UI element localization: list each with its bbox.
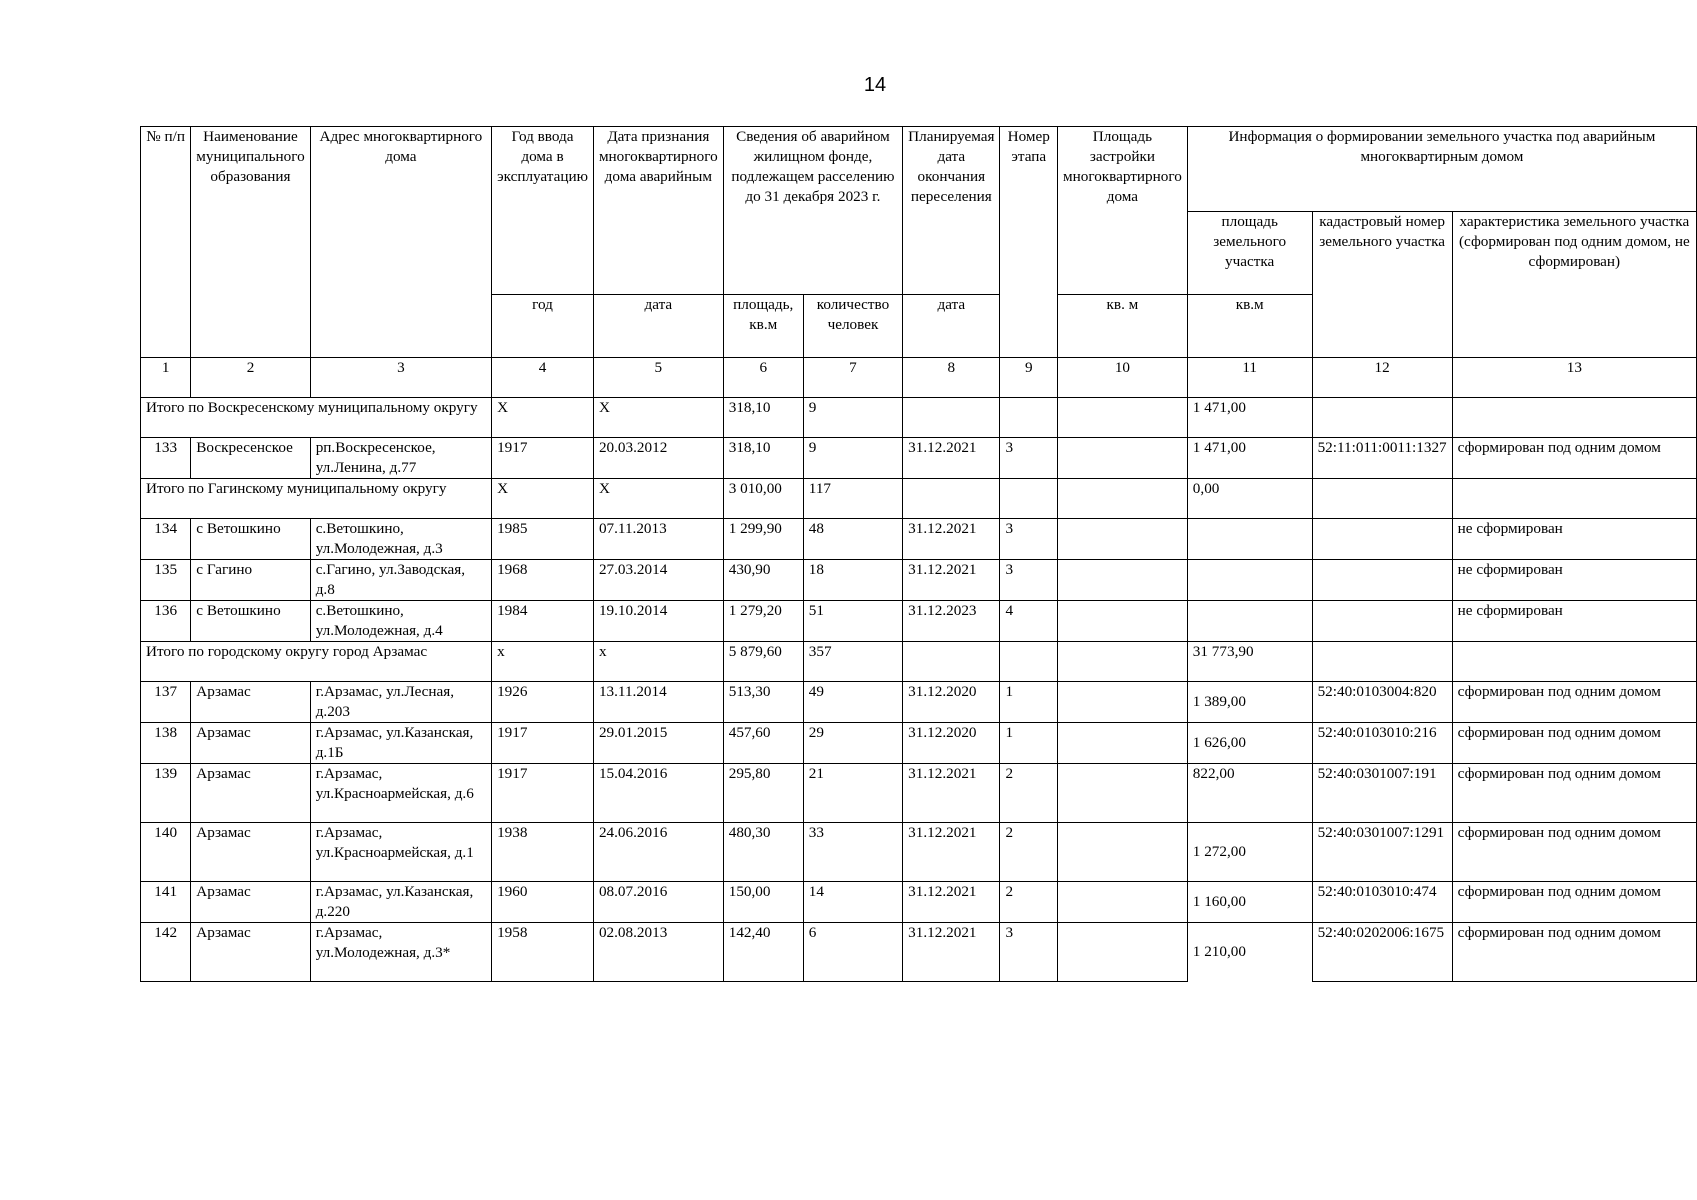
column-number: 7: [803, 358, 902, 398]
land-area: [1187, 560, 1312, 601]
address: с.Ветошкино, ул.Молодежная, д.4: [310, 601, 491, 642]
recognition-date: X: [593, 398, 723, 438]
land-area: [1187, 601, 1312, 642]
year: х: [492, 642, 594, 682]
stage: 2: [1000, 823, 1058, 882]
building-area: [1058, 882, 1188, 923]
land-status: сформирован под одним домом: [1452, 682, 1696, 723]
table-row: [141, 882, 1697, 923]
area: 513,30: [723, 682, 803, 723]
header-address: Адрес многоквартирного дома: [310, 127, 491, 358]
land-status: сформирован под одним домом: [1452, 438, 1696, 479]
column-number: 9: [1000, 358, 1058, 398]
land-status: сформирован под одним домом: [1452, 923, 1696, 982]
address: г.Арзамас, ул.Казанская, д.220: [310, 882, 491, 923]
area: 457,60: [723, 723, 803, 764]
planned-date: 31.12.2021: [903, 882, 1000, 923]
unit-date: дата: [593, 295, 723, 358]
land-status: сформирован под одним домом: [1452, 764, 1696, 823]
table-row: [141, 823, 1697, 882]
recognition-date: 29.01.2015: [593, 723, 723, 764]
recognition-date: 20.03.2012: [593, 438, 723, 479]
land-status: не сформирован: [1452, 601, 1696, 642]
recognition-date: 07.11.2013: [593, 519, 723, 560]
column-number: 8: [903, 358, 1000, 398]
planned-date: 31.12.2021: [903, 438, 1000, 479]
cadastral-number: [1312, 642, 1452, 682]
header-year: Год ввода дома в эксплуатацию: [492, 127, 594, 295]
area: 1 299,90: [723, 519, 803, 560]
land-status: [1452, 642, 1696, 682]
people-count: 48: [803, 519, 902, 560]
planned-date: 31.12.2021: [903, 560, 1000, 601]
people-count: 6: [803, 923, 902, 982]
header-number: № п/п: [141, 127, 191, 358]
recognition-date: х: [593, 642, 723, 682]
stage: 1: [1000, 682, 1058, 723]
subtotal-row: [141, 398, 1697, 438]
people-count: 51: [803, 601, 902, 642]
header-land-status: характеристика земельного участка (сформирован под одним домом, не сформирован): [1452, 212, 1696, 358]
land-status: не сформирован: [1452, 560, 1696, 601]
cadastral-number: 52:40:0301007:1291: [1312, 823, 1452, 882]
row-number: 142: [141, 923, 191, 982]
building-area: [1058, 601, 1188, 642]
year: 1926: [492, 682, 594, 723]
unit-year: год: [492, 295, 594, 358]
address: г.Арзамас, ул.Красноармейская, д.6: [310, 764, 491, 823]
area: 480,30: [723, 823, 803, 882]
cadastral-number: [1312, 601, 1452, 642]
building-area: [1058, 682, 1188, 723]
row-number: 139: [141, 764, 191, 823]
stage: [1000, 479, 1058, 519]
stage: [1000, 398, 1058, 438]
header-recognition-date: Дата признания многоквартирного дома аварийным: [593, 127, 723, 295]
planned-date: 31.12.2021: [903, 923, 1000, 982]
year: 1917: [492, 723, 594, 764]
column-number: 5: [593, 358, 723, 398]
land-area: 1 471,00: [1187, 398, 1312, 438]
land-area: 0,00: [1187, 479, 1312, 519]
stage: 3: [1000, 519, 1058, 560]
cadastral-number: 52:40:0103004:820: [1312, 682, 1452, 723]
cadastral-number: 52:40:0103010:474: [1312, 882, 1452, 923]
planned-date: 31.12.2021: [903, 764, 1000, 823]
year: 1958: [492, 923, 594, 982]
subtotal-row: [141, 642, 1697, 682]
land-area: 1 626,00: [1187, 723, 1312, 764]
unit-building-area: кв. м: [1058, 295, 1188, 358]
table-row: [141, 601, 1697, 642]
column-number: 10: [1058, 358, 1188, 398]
year: 1984: [492, 601, 594, 642]
year: 1985: [492, 519, 594, 560]
planned-date: [903, 398, 1000, 438]
column-number: 3: [310, 358, 491, 398]
page-number: 14: [863, 74, 887, 96]
emergency-housing-table: [140, 126, 1697, 982]
municipality: с Ветошкино: [191, 601, 310, 642]
municipality: с Гагино: [191, 560, 310, 601]
area: 5 879,60: [723, 642, 803, 682]
cadastral-number: 52:40:0301007:191: [1312, 764, 1452, 823]
stage: 3: [1000, 923, 1058, 982]
header-municipality: Наименование муниципального образования: [191, 127, 310, 358]
unit-area: площадь, кв.м: [723, 295, 803, 358]
cadastral-number: [1312, 479, 1452, 519]
table-row: [141, 438, 1697, 479]
year: 1960: [492, 882, 594, 923]
cadastral-number: 52:40:0202006:1675: [1312, 923, 1452, 982]
cadastral-number: 52:40:0103010:216: [1312, 723, 1452, 764]
year: X: [492, 398, 594, 438]
recognition-date: 27.03.2014: [593, 560, 723, 601]
address: с.Ветошкино, ул.Молодежная, д.3: [310, 519, 491, 560]
land-area: 31 773,90: [1187, 642, 1312, 682]
header-building-area: Площадь застройки многоквартирного дома: [1058, 127, 1188, 295]
year: 1917: [492, 764, 594, 823]
row-number: 137: [141, 682, 191, 723]
area: 295,80: [723, 764, 803, 823]
municipality: Арзамас: [191, 682, 310, 723]
row-number: 136: [141, 601, 191, 642]
year: 1917: [492, 438, 594, 479]
building-area: [1058, 438, 1188, 479]
building-area: [1058, 923, 1188, 982]
people-count: 33: [803, 823, 902, 882]
building-area: [1058, 723, 1188, 764]
row-number: 133: [141, 438, 191, 479]
subtotal-row: [141, 479, 1697, 519]
recognition-date: 13.11.2014: [593, 682, 723, 723]
land-area: 1 389,00: [1187, 682, 1312, 723]
unit-planned-date: дата: [903, 295, 1000, 358]
land-area: [1187, 519, 1312, 560]
building-area: [1058, 479, 1188, 519]
column-number: 2: [191, 358, 310, 398]
cadastral-number: [1312, 519, 1452, 560]
people-count: 14: [803, 882, 902, 923]
people-count: 21: [803, 764, 902, 823]
header-land-area: площадь земельного участка: [1187, 212, 1312, 295]
people-count: 117: [803, 479, 902, 519]
land-area: 1 272,00: [1187, 823, 1312, 882]
planned-date: 31.12.2021: [903, 823, 1000, 882]
row-number: 135: [141, 560, 191, 601]
land-status: [1452, 479, 1696, 519]
recognition-date: 15.04.2016: [593, 764, 723, 823]
address: г.Арзамас, ул.Казанская, д.1Б: [310, 723, 491, 764]
recognition-date: 02.08.2013: [593, 923, 723, 982]
planned-date: [903, 479, 1000, 519]
planned-date: 31.12.2020: [903, 723, 1000, 764]
address: г.Арзамас, ул.Лесная, д.203: [310, 682, 491, 723]
header-cadastral: кадастровый номер земельного участка: [1312, 212, 1452, 358]
column-number: 13: [1452, 358, 1696, 398]
header-stage: Номер этапа: [1000, 127, 1058, 358]
planned-date: [903, 642, 1000, 682]
building-area: [1058, 519, 1188, 560]
table-row: [141, 682, 1697, 723]
area: 150,00: [723, 882, 803, 923]
column-number: 4: [492, 358, 594, 398]
recognition-date: X: [593, 479, 723, 519]
building-area: [1058, 642, 1188, 682]
stage: 3: [1000, 560, 1058, 601]
row-number: 134: [141, 519, 191, 560]
table-row: [141, 923, 1697, 982]
row-number: 141: [141, 882, 191, 923]
cadastral-number: [1312, 560, 1452, 601]
land-area: 1 210,00: [1187, 923, 1312, 982]
municipality: с Ветошкино: [191, 519, 310, 560]
address: г.Арзамас, ул.Молодежная, д.3*: [310, 923, 491, 982]
municipality: Арзамас: [191, 823, 310, 882]
municipality: Воскресенское: [191, 438, 310, 479]
municipality: Арзамас: [191, 764, 310, 823]
area: 430,90: [723, 560, 803, 601]
header-planned-date: Планируемая дата окончания переселения: [903, 127, 1000, 295]
area: 3 010,00: [723, 479, 803, 519]
area: 318,10: [723, 398, 803, 438]
year: 1938: [492, 823, 594, 882]
land-area: 1 471,00: [1187, 438, 1312, 479]
area: 1 279,20: [723, 601, 803, 642]
recognition-date: 24.06.2016: [593, 823, 723, 882]
people-count: 9: [803, 398, 902, 438]
municipality: Арзамас: [191, 723, 310, 764]
land-area: 822,00: [1187, 764, 1312, 823]
land-status: [1452, 398, 1696, 438]
stage: 1: [1000, 723, 1058, 764]
people-count: 357: [803, 642, 902, 682]
address: с.Гагино, ул.Заводская, д.8: [310, 560, 491, 601]
municipality: Арзамас: [191, 882, 310, 923]
people-count: 29: [803, 723, 902, 764]
land-area: 1 160,00: [1187, 882, 1312, 923]
address: г.Арзамас, ул.Красноармейская, д.1: [310, 823, 491, 882]
people-count: 49: [803, 682, 902, 723]
subtotal-label: Итого по Воскресенскому муниципальному округу: [141, 398, 492, 438]
building-area: [1058, 764, 1188, 823]
row-number: 138: [141, 723, 191, 764]
people-count: 18: [803, 560, 902, 601]
column-number: 6: [723, 358, 803, 398]
planned-date: 31.12.2021: [903, 519, 1000, 560]
header-land-info: Информация о формировании земельного участка под аварийным многоквартирным домом: [1187, 127, 1696, 212]
people-count: 9: [803, 438, 902, 479]
column-number: 1: [141, 358, 191, 398]
stage: 3: [1000, 438, 1058, 479]
land-status: сформирован под одним домом: [1452, 823, 1696, 882]
building-area: [1058, 560, 1188, 601]
subtotal-label: Итого по Гагинскому муниципальному округу: [141, 479, 492, 519]
land-status: не сформирован: [1452, 519, 1696, 560]
recognition-date: 08.07.2016: [593, 882, 723, 923]
address: рп.Воскресенское, ул.Ленина, д.77: [310, 438, 491, 479]
land-status: сформирован под одним домом: [1452, 723, 1696, 764]
building-area: [1058, 398, 1188, 438]
cadastral-number: 52:11:011:0011:1327: [1312, 438, 1452, 479]
year: 1968: [492, 560, 594, 601]
land-status: сформирован под одним домом: [1452, 882, 1696, 923]
municipality: Арзамас: [191, 923, 310, 982]
table-row: [141, 723, 1697, 764]
unit-land-area: кв.м: [1187, 295, 1312, 358]
header-housing-info: Сведения об аварийном жилищном фонде, подлежащем расселению до 31 декабря 2023 г.: [723, 127, 902, 295]
stage: [1000, 642, 1058, 682]
table-row: [141, 519, 1697, 560]
stage: 2: [1000, 882, 1058, 923]
unit-people: количество человек: [803, 295, 902, 358]
recognition-date: 19.10.2014: [593, 601, 723, 642]
cadastral-number: [1312, 398, 1452, 438]
building-area: [1058, 823, 1188, 882]
planned-date: 31.12.2023: [903, 601, 1000, 642]
stage: 2: [1000, 764, 1058, 823]
stage: 4: [1000, 601, 1058, 642]
subtotal-label: Итого по городскому округу город Арзамас: [141, 642, 492, 682]
table-row: [141, 764, 1697, 823]
column-number: 11: [1187, 358, 1312, 398]
table-row: [141, 560, 1697, 601]
area: 318,10: [723, 438, 803, 479]
area: 142,40: [723, 923, 803, 982]
year: X: [492, 479, 594, 519]
planned-date: 31.12.2020: [903, 682, 1000, 723]
column-number: 12: [1312, 358, 1452, 398]
row-number: 140: [141, 823, 191, 882]
